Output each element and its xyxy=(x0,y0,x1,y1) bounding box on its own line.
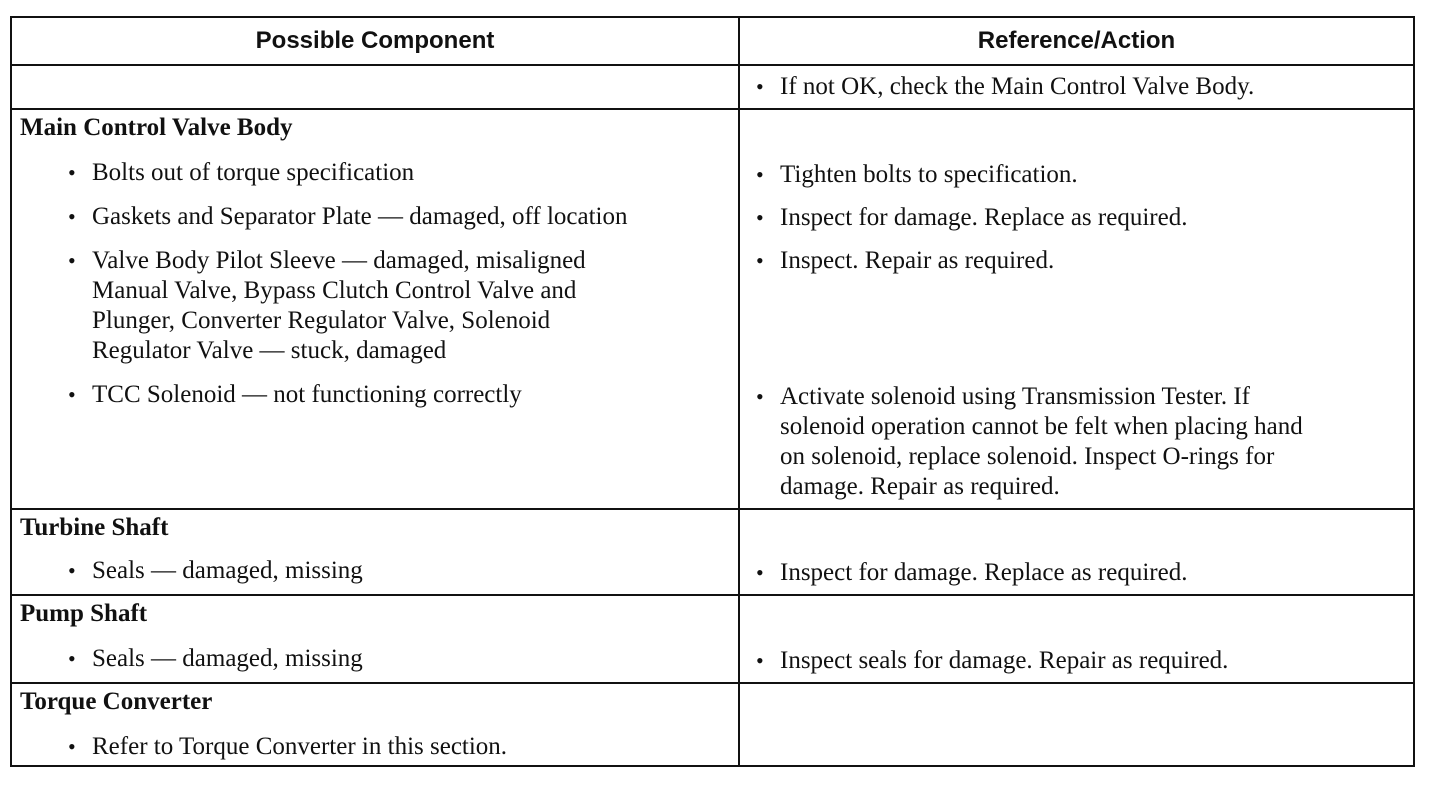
bullet-icon: • xyxy=(68,646,76,671)
component-bolts xyxy=(68,158,415,188)
component-text: Seals — damaged, missing xyxy=(92,645,363,672)
component-valve-body-pilot-sleeve xyxy=(68,246,586,366)
bullet-icon: • xyxy=(68,204,76,229)
action-inspect-damage xyxy=(756,558,1188,588)
action-check-main-valve xyxy=(756,72,1255,102)
bullet-icon: • xyxy=(68,248,76,273)
action-activate-solenoid xyxy=(756,382,1303,502)
section-title: Torque Converter xyxy=(20,688,213,715)
bullet-icon: • xyxy=(756,384,764,409)
section-torque-converter xyxy=(12,682,1413,765)
action-text: Tighten bolts to specification. xyxy=(780,161,1078,188)
section-title: Pump Shaft xyxy=(20,600,148,627)
diagnosis-table xyxy=(10,16,1415,767)
component-gaskets xyxy=(68,202,628,232)
component-line: Valve Body Pilot Sleeve — damaged, misaligned xyxy=(92,247,586,274)
action-text: Inspect. Repair as required. xyxy=(780,247,1055,274)
component-text: TCC Solenoid — not functioning correctly xyxy=(92,381,522,408)
section-main-control-valve-body xyxy=(12,108,1413,508)
action-text: Inspect for damage. Replace as required. xyxy=(780,559,1188,586)
component-line: Plunger, Converter Regulator Valve, Solenoid xyxy=(92,307,551,334)
action-tighten-bolts xyxy=(756,160,1078,190)
bullet-icon: • xyxy=(756,162,764,187)
bullet-icon: • xyxy=(68,160,76,185)
action-line: on solenoid, replace solenoid. Inspect O-rings for xyxy=(780,443,1275,470)
action-inspect-damage xyxy=(756,203,1188,233)
column-divider xyxy=(738,18,740,765)
action-text: Inspect seals for damage. Repair as required. xyxy=(780,647,1229,674)
header-row xyxy=(12,18,1413,64)
action-text: Inspect for damage. Replace as required. xyxy=(780,204,1188,231)
action-inspect-repair xyxy=(756,246,1055,276)
continuation-row xyxy=(12,64,1413,108)
bullet-icon: • xyxy=(68,734,76,759)
component-refer-torque-converter xyxy=(68,732,508,762)
bullet-icon: • xyxy=(756,205,764,230)
bullet-icon: • xyxy=(756,248,764,273)
section-turbine-shaft xyxy=(12,508,1413,594)
component-tcc-solenoid xyxy=(68,380,522,410)
bullet-icon: • xyxy=(756,74,764,99)
bullet-icon: • xyxy=(756,648,764,673)
component-text: Refer to Torque Converter in this section. xyxy=(92,733,508,760)
bullet-icon: • xyxy=(68,558,76,583)
component-text: Gaskets and Separator Plate — damaged, off location xyxy=(92,203,628,230)
action-inspect-seals xyxy=(756,646,1229,676)
component-text: Bolts out of torque specification xyxy=(92,159,415,186)
bullet-icon: • xyxy=(756,560,764,585)
component-seals xyxy=(68,644,363,674)
component-line: Manual Valve, Bypass Clutch Control Valve and xyxy=(92,277,577,304)
component-line: Regulator Valve — stuck, damaged xyxy=(92,337,447,364)
section-title: Turbine Shaft xyxy=(20,514,169,541)
section-pump-shaft xyxy=(12,594,1413,682)
component-text: Seals — damaged, missing xyxy=(92,557,363,584)
action-line: damage. Repair as required. xyxy=(780,473,1060,500)
action-line: Activate solenoid using Transmission Tester. If xyxy=(780,383,1250,410)
section-title: Main Control Valve Body xyxy=(20,114,293,141)
header-possible-component: Possible Component xyxy=(255,27,495,54)
header-reference-action: Reference/Action xyxy=(977,27,1176,54)
component-seals xyxy=(68,556,363,586)
bullet-icon: • xyxy=(68,382,76,407)
action-line: solenoid operation cannot be felt when placing hand xyxy=(780,413,1303,440)
action-text: If not OK, check the Main Control Valve Body. xyxy=(780,73,1255,100)
